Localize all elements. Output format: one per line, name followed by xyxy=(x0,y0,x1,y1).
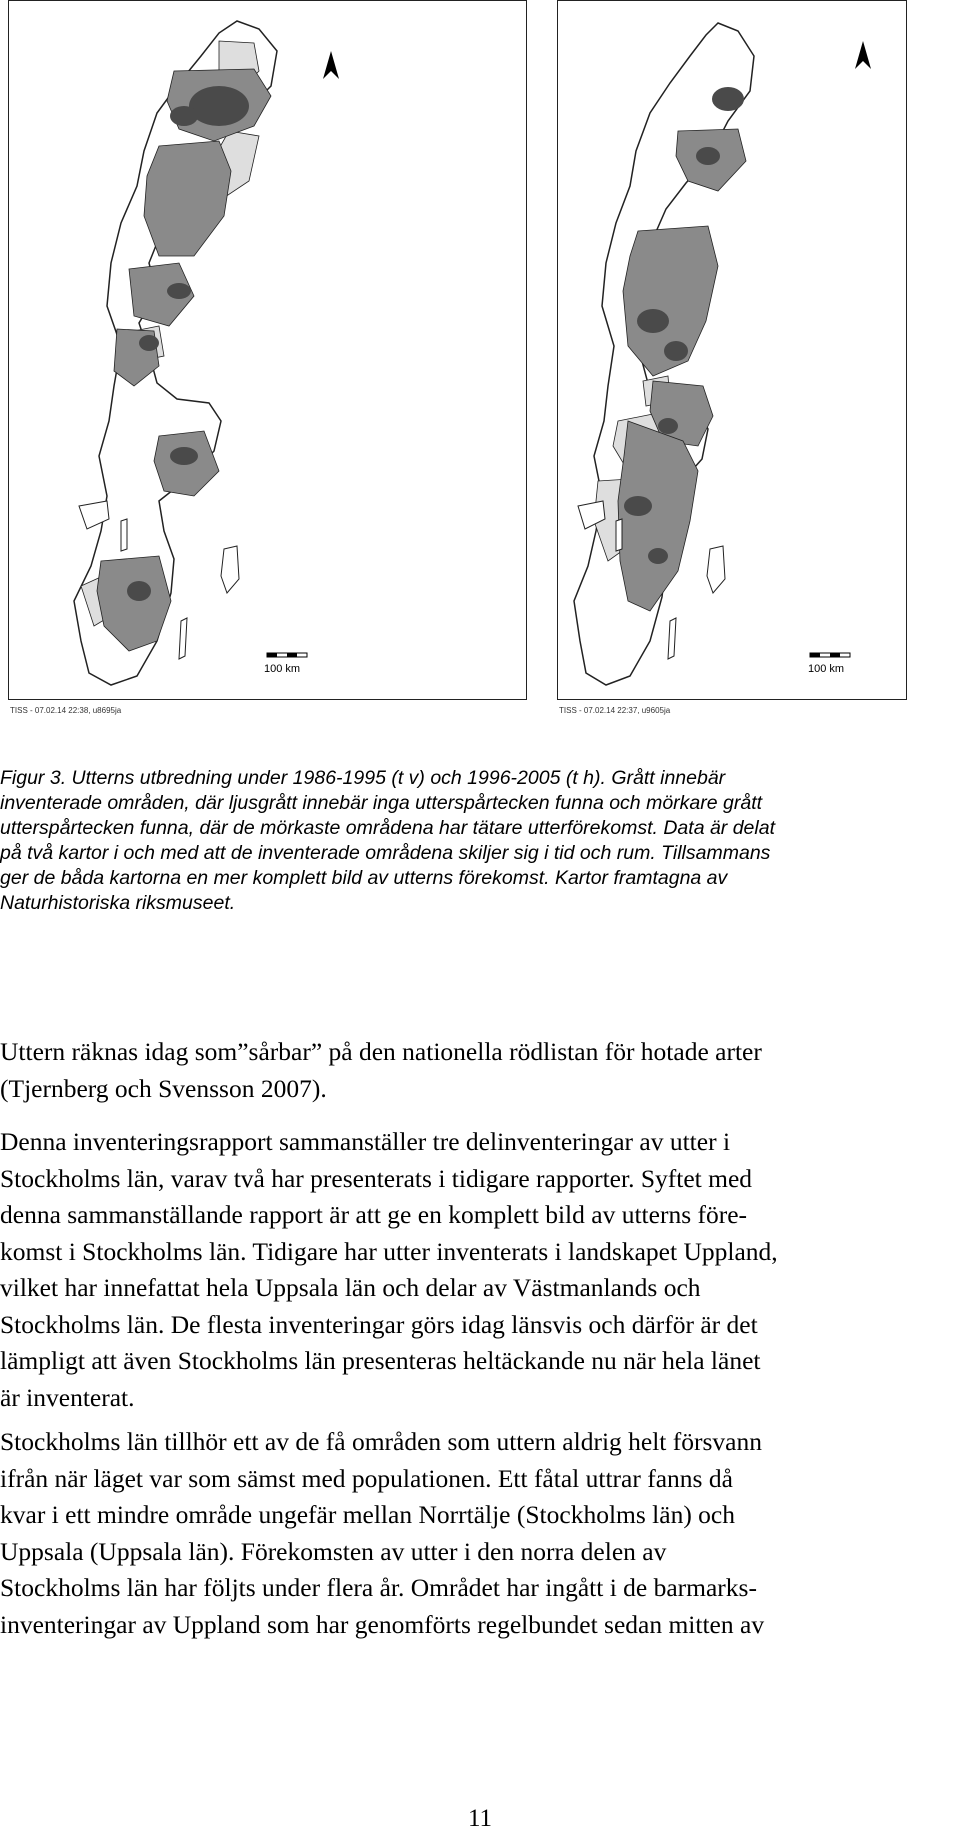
text-line: (Tjernberg och Svensson 2007). xyxy=(0,1073,327,1103)
text-line: Stockholms län, varav två har presenterats i tidigare rapporter. Syftet med xyxy=(0,1163,753,1193)
scale-label: 100 km xyxy=(808,663,845,675)
text-line: inventeringar av Uppland som har genomförts regelbundet sedan mitten av xyxy=(0,1609,765,1639)
region-gray xyxy=(144,141,231,256)
map-left-1986-1995 xyxy=(8,0,527,700)
region-dark xyxy=(189,86,249,126)
text-line: ifrån när läget var som sämst med populationen. Ett fåtal uttrar fanns då xyxy=(0,1463,733,1493)
map-left-svg xyxy=(9,1,525,698)
text-line: komst i Stockholms län. Tidigare har utter inventerats i landskapet Uppland, xyxy=(0,1236,778,1266)
region-dark xyxy=(696,147,720,165)
region-dark xyxy=(637,309,669,333)
region-dark xyxy=(624,496,652,516)
text-line: Uppsala (Uppsala län). Förekomsten av utter i den norra delen av xyxy=(0,1536,667,1566)
caption-line: Naturhistoriska riksmuseet. xyxy=(0,892,236,914)
gotland-island xyxy=(221,546,239,593)
text-line: Denna inventeringsrapport sammanställer tre delinventeringar av utter i xyxy=(0,1127,731,1156)
figure-caption xyxy=(0,766,935,916)
region-dark xyxy=(658,418,678,434)
region-dark xyxy=(170,447,198,465)
text-line: Uttern räknas idag som”sårbar” på den nationella rödlistan för hotade arter xyxy=(0,1037,762,1066)
oland-island xyxy=(179,618,187,659)
caption-line: på två kartor i och med att de inventerade områdena skiljer sig i tid och rum. Tillsammans xyxy=(0,842,771,864)
text-line: vilket har innefattat hela Uppsala län och delar av Västmanlands och xyxy=(0,1273,701,1302)
text-line: Stockholms län. De flesta inventeringar görs idag länsvis och därför är det xyxy=(0,1309,758,1339)
caption-line: inventerade områden, där ljusgrått innebär inga utterspårtecken funna och mörkare grått xyxy=(0,792,763,814)
map-right-stamp: TISS - 07.02.14 22:37, u9605ja xyxy=(559,706,671,715)
text-line: lämpligt att även Stockholms län presenteras heltäckande nu när hela länet xyxy=(0,1346,761,1375)
lake-vattern xyxy=(121,519,127,551)
region-dark xyxy=(170,106,198,126)
body-paragraph-3 xyxy=(0,1424,945,1643)
body-paragraph-2 xyxy=(0,1124,945,1416)
text-line: Stockholms län tillhör ett av de få områden som uttern aldrig helt försvann xyxy=(0,1427,762,1456)
north-arrow-icon xyxy=(855,41,871,69)
map-right-svg xyxy=(558,1,905,698)
text-line: kvar i ett mindre område ungefär mellan Norrtälje (Stockholms län) och xyxy=(0,1500,736,1529)
map-left-stamp: TISS - 07.02.14 22:38, u8695ja xyxy=(10,706,122,715)
caption-line: Figur 3. Utterns utbredning under 1986-1995 (t v) och 1996-2005 (t h). Grått innebär xyxy=(0,767,726,789)
scale-label: 100 km xyxy=(264,663,301,675)
caption-line: ger de båda kartorna en mer komplett bild av utterns förekomst. Kartor framtagna av xyxy=(0,867,728,889)
region-dark xyxy=(648,548,668,564)
region-gray xyxy=(618,421,698,611)
region-dark xyxy=(664,341,688,361)
scale-bar xyxy=(267,653,307,657)
scale-bar xyxy=(810,653,850,657)
caption-line: utterspårtecken funna, där de mörkaste områdena har tätare utterförekomst. Data är delat xyxy=(0,817,775,839)
gotland-island xyxy=(707,546,725,593)
oland-island xyxy=(668,618,676,659)
text-line: är inventerat. xyxy=(0,1382,135,1412)
text-line: Stockholms län har följts under flera år. Området har ingått i de barmarks- xyxy=(0,1573,757,1602)
north-arrow-icon xyxy=(323,51,339,79)
lake-vattern xyxy=(616,519,622,551)
region-dark xyxy=(167,283,191,299)
body-paragraph-1 xyxy=(0,1034,945,1107)
page-number: 11 xyxy=(467,1805,493,1832)
region-dark xyxy=(127,581,151,601)
region-dark xyxy=(712,87,744,111)
region-dark xyxy=(139,335,159,351)
map-right-1996-2005 xyxy=(557,0,907,700)
text-line: denna sammanställande rapport är att ge en komplett bild av utterns före- xyxy=(0,1200,748,1229)
